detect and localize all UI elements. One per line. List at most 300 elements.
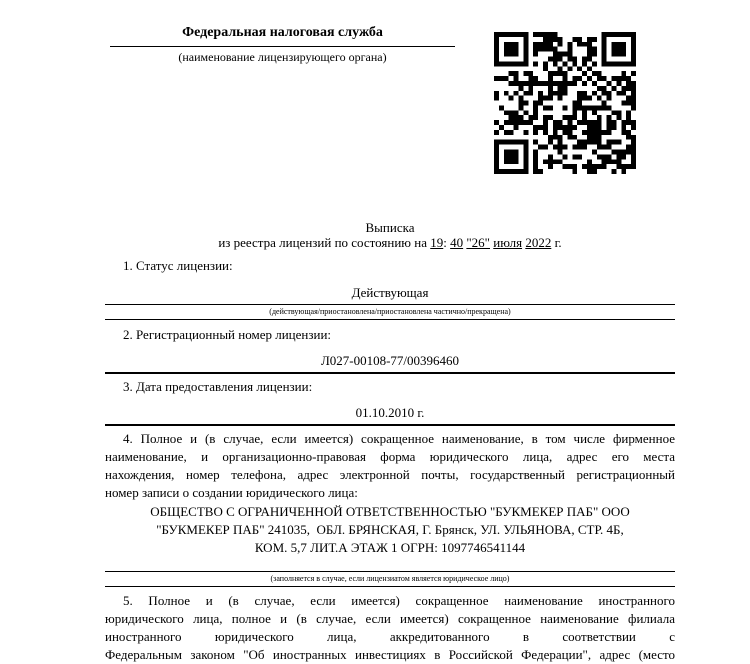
qr-module	[514, 52, 519, 57]
qr-module	[494, 164, 499, 169]
year-suffix: г.	[554, 235, 562, 250]
qr-module	[577, 101, 582, 106]
qr-module	[572, 105, 577, 110]
qr-module	[523, 120, 528, 125]
qr-module	[587, 42, 592, 47]
qr-module	[509, 96, 514, 101]
qr-module	[494, 130, 499, 135]
qr-module	[572, 164, 577, 169]
qr-module	[563, 105, 568, 110]
qr-module	[597, 135, 602, 140]
qr-module	[572, 61, 577, 66]
qr-module	[504, 150, 509, 155]
qr-module	[612, 159, 617, 164]
qr-module	[626, 150, 631, 155]
qr-module	[563, 52, 568, 57]
foreign-entity-label-line: Федеральным законом "Об иностранных инвестициях в Российской Федерации", адрес (место	[105, 647, 675, 662]
qr-module	[548, 37, 553, 42]
qr-module	[607, 91, 612, 96]
qr-module	[563, 81, 568, 86]
qr-module	[548, 42, 553, 47]
qr-module	[597, 130, 602, 135]
organization-caption: (наименование лицензирующего органа)	[178, 50, 387, 64]
qr-module	[504, 91, 509, 96]
qr-module	[577, 105, 582, 110]
qr-module	[543, 61, 548, 66]
qr-module	[582, 164, 587, 169]
qr-module	[518, 61, 523, 66]
qr-module	[582, 115, 587, 120]
qr-module	[592, 52, 597, 57]
qr-module	[626, 32, 631, 37]
time-separator: :	[443, 235, 447, 250]
qr-module	[592, 91, 597, 96]
qr-module	[523, 164, 528, 169]
qr-module	[602, 130, 607, 135]
qr-module	[631, 47, 636, 52]
qr-module	[592, 37, 597, 42]
qr-module	[494, 150, 499, 155]
org-name-label	[105, 430, 675, 502]
qr-module	[558, 140, 563, 145]
qr-module	[587, 47, 592, 52]
qr-module	[533, 47, 538, 52]
qr-module	[499, 169, 504, 174]
qr-module	[582, 42, 587, 47]
qr-module	[494, 76, 499, 81]
qr-module	[587, 135, 592, 140]
qr-module	[494, 169, 499, 174]
qr-module	[543, 32, 548, 37]
qr-module	[499, 76, 504, 81]
qr-module	[631, 105, 636, 110]
qr-module	[553, 91, 558, 96]
qr-module	[572, 169, 577, 174]
divider	[105, 586, 675, 587]
qr-module	[626, 110, 631, 115]
qr-module	[567, 66, 572, 71]
qr-module	[558, 135, 563, 140]
qr-module	[514, 140, 519, 145]
org-name-label-line: нахождения, номер телефона, адрес электронной почты, государственный регистрационный	[105, 467, 675, 482]
qr-module	[509, 115, 514, 120]
qr-module	[631, 86, 636, 91]
qr-module	[543, 115, 548, 120]
qr-module	[621, 101, 626, 106]
organization-name: Федеральная налоговая служба	[182, 25, 383, 40]
qr-module	[494, 52, 499, 57]
qr-module	[514, 169, 519, 174]
qr-module	[538, 101, 543, 106]
qr-module	[621, 91, 626, 96]
qr-module	[587, 159, 592, 164]
qr-module	[538, 47, 543, 52]
qr-module	[533, 154, 538, 159]
license-date-label: 3. Дата предоставления лицензии:	[123, 379, 313, 394]
qr-module	[567, 130, 572, 135]
qr-module	[548, 32, 553, 37]
qr-module	[543, 47, 548, 52]
qr-module	[533, 105, 538, 110]
qr-module	[616, 140, 621, 145]
qr-module	[592, 120, 597, 125]
extract-date-prefix: из реестра лицензий по состоянию на	[218, 235, 427, 250]
qr-module	[631, 81, 636, 86]
org-name-label-line: номер записи о создании юридического лица:	[105, 485, 358, 500]
qr-module	[494, 47, 499, 52]
extract-month: июля	[493, 235, 523, 250]
qr-module	[494, 37, 499, 42]
qr-module	[597, 96, 602, 101]
qr-module	[626, 115, 631, 120]
qr-module	[533, 42, 538, 47]
qr-module	[587, 169, 592, 174]
qr-module	[548, 76, 553, 81]
qr-module	[558, 150, 563, 155]
qr-module	[509, 159, 514, 164]
qr-module	[518, 120, 523, 125]
qr-module	[631, 42, 636, 47]
qr-module	[543, 96, 548, 101]
qr-module	[572, 101, 577, 106]
qr-module	[582, 120, 587, 125]
qr-module	[587, 66, 592, 71]
qr-module	[607, 140, 612, 145]
qr-module	[523, 47, 528, 52]
qr-module	[509, 42, 514, 47]
qr-module	[553, 135, 558, 140]
qr-module	[567, 81, 572, 86]
qr-module	[621, 154, 626, 159]
qr-module	[563, 61, 568, 66]
qr-module	[616, 32, 621, 37]
qr-module	[597, 140, 602, 145]
org-name-label-line: наименование, и организационно-правовая форма юридического лица, адрес его места	[105, 449, 675, 464]
qr-module	[518, 86, 523, 91]
qr-module	[626, 164, 631, 169]
qr-module	[612, 47, 617, 52]
qr-module	[553, 145, 558, 150]
qr-module	[616, 150, 621, 155]
qr-module	[572, 56, 577, 61]
qr-module	[523, 81, 528, 86]
qr-module	[597, 86, 602, 91]
qr-module	[612, 125, 617, 130]
qr-module	[616, 42, 621, 47]
qr-module	[533, 130, 538, 135]
qr-module	[631, 101, 636, 106]
qr-module	[616, 81, 621, 86]
qr-module	[523, 145, 528, 150]
qr-module	[582, 105, 587, 110]
qr-module	[631, 135, 636, 140]
foreign-entity-label-line: 5. Полное и (в случае, если имеется) сокращенное наименование иностранного	[123, 593, 675, 608]
qr-module	[499, 32, 504, 37]
qr-module	[602, 42, 607, 47]
qr-module	[587, 56, 592, 61]
qr-module	[494, 61, 499, 66]
qr-module	[509, 32, 514, 37]
qr-module	[533, 150, 538, 155]
qr-module	[592, 140, 597, 145]
qr-module	[631, 125, 636, 130]
qr-module	[538, 91, 543, 96]
qr-module	[504, 169, 509, 174]
qr-module	[602, 105, 607, 110]
qr-module	[616, 52, 621, 57]
qr-module	[533, 61, 538, 66]
qr-module	[548, 47, 553, 52]
qr-module	[563, 125, 568, 130]
qr-module	[504, 47, 509, 52]
qr-module	[533, 125, 538, 130]
qr-module	[602, 56, 607, 61]
license-date-value: 01.10.2010 г.	[355, 405, 425, 420]
qr-module	[572, 154, 577, 159]
qr-module	[543, 125, 548, 130]
qr-module	[518, 96, 523, 101]
qr-module	[563, 130, 568, 135]
qr-module	[494, 91, 499, 96]
qr-module	[621, 169, 626, 174]
qr-module	[612, 110, 617, 115]
qr-module	[597, 76, 602, 81]
qr-module	[616, 61, 621, 66]
qr-module	[523, 110, 528, 115]
foreign-entity-label	[105, 592, 675, 664]
qr-module	[499, 140, 504, 145]
qr-module	[621, 130, 626, 135]
qr-module	[543, 130, 548, 135]
qr-module	[509, 81, 514, 86]
qr-module	[543, 145, 548, 150]
qr-module	[621, 120, 626, 125]
qr-module	[518, 169, 523, 174]
qr-module	[587, 125, 592, 130]
qr-module	[533, 52, 538, 57]
qr-module	[582, 61, 587, 66]
qr-module	[621, 71, 626, 76]
qr-module	[494, 42, 499, 47]
qr-module	[553, 125, 558, 130]
qr-module	[499, 105, 504, 110]
qr-module	[597, 154, 602, 159]
qr-module	[538, 42, 543, 47]
org-name-value-line: КОМ. 5,7 ЛИТ.А ЭТАЖ 1 ОГРН: 1097746541144	[254, 540, 526, 555]
qr-module	[523, 32, 528, 37]
qr-module	[631, 120, 636, 125]
qr-module	[592, 81, 597, 86]
qr-module	[518, 32, 523, 37]
qr-module	[533, 101, 538, 106]
foreign-entity-label-line: юридического лица, полное и (в случае, если имеется) сокращенное наименование филиала	[105, 611, 675, 626]
qr-module	[572, 110, 577, 115]
qr-module	[528, 91, 533, 96]
qr-module	[523, 159, 528, 164]
status-underline	[105, 304, 675, 305]
qr-module	[528, 115, 533, 120]
qr-module	[587, 130, 592, 135]
qr-module	[563, 115, 568, 120]
qr-module	[577, 42, 582, 47]
qr-module	[626, 86, 631, 91]
qr-module	[504, 130, 509, 135]
qr-module	[631, 52, 636, 57]
qr-module	[626, 135, 631, 140]
qr-module	[567, 164, 572, 169]
qr-module	[626, 120, 631, 125]
organization-underline	[110, 46, 455, 47]
qr-module	[509, 52, 514, 57]
qr-module	[523, 150, 528, 155]
qr-module	[577, 154, 582, 159]
qr-module	[592, 125, 597, 130]
qr-module	[612, 140, 617, 145]
divider	[105, 319, 675, 320]
qr-module	[563, 71, 568, 76]
qr-module	[494, 32, 499, 37]
qr-module	[621, 125, 626, 130]
divider	[105, 372, 675, 374]
qr-module	[567, 135, 572, 140]
extract-minute: 40	[450, 235, 464, 250]
org-name-value-line: ОБЩЕСТВО С ОГРАНИЧЕННОЙ ОТВЕТСТВЕННОСТЬЮ "БУКМЕКЕР ПАБ" ООО	[150, 504, 630, 519]
qr-module	[631, 150, 636, 155]
qr-module	[602, 47, 607, 52]
qr-module	[538, 96, 543, 101]
qr-module	[607, 159, 612, 164]
qr-module	[558, 42, 563, 47]
qr-module	[567, 125, 572, 130]
qr-module	[597, 125, 602, 130]
qr-module	[626, 96, 631, 101]
qr-module	[563, 91, 568, 96]
qr-module	[621, 164, 626, 169]
document-title: Выписка	[365, 220, 415, 235]
qr-module	[494, 96, 499, 101]
qr-module	[631, 159, 636, 164]
qr-module	[612, 86, 617, 91]
qr-module	[538, 81, 543, 86]
qr-module	[616, 164, 621, 169]
qr-module	[538, 32, 543, 37]
qr-module	[631, 96, 636, 101]
qr-module	[518, 81, 523, 86]
qr-module	[528, 120, 533, 125]
qr-module	[523, 130, 528, 135]
qr-module	[602, 91, 607, 96]
qr-module	[577, 140, 582, 145]
qr-module	[572, 76, 577, 81]
status-value: Действующая	[351, 285, 429, 300]
qr-module	[577, 145, 582, 150]
qr-module	[523, 56, 528, 61]
qr-module	[523, 154, 528, 159]
qr-module	[514, 32, 519, 37]
qr-module	[607, 96, 612, 101]
qr-module	[572, 135, 577, 140]
qr-module	[607, 115, 612, 120]
qr-module	[509, 130, 514, 135]
qr-module	[558, 91, 563, 96]
qr-module	[616, 110, 621, 115]
qr-module	[612, 150, 617, 155]
qr-module	[563, 145, 568, 150]
qr-module	[587, 52, 592, 57]
qr-module	[548, 159, 553, 164]
qr-module	[509, 154, 514, 159]
qr-module	[504, 76, 509, 81]
qr-module	[602, 86, 607, 91]
qr-module	[587, 105, 592, 110]
qr-module	[518, 105, 523, 110]
qr-module	[494, 120, 499, 125]
qr-module	[538, 169, 543, 174]
qr-module	[509, 140, 514, 145]
qr-module	[523, 37, 528, 42]
qr-module	[558, 120, 563, 125]
qr-module	[553, 61, 558, 66]
qr-module	[548, 71, 553, 76]
qr-module	[572, 81, 577, 86]
qr-module	[553, 71, 558, 76]
qr-module	[548, 135, 553, 140]
qr-module	[597, 120, 602, 125]
qr-module	[553, 159, 558, 164]
qr-module	[499, 125, 504, 130]
qr-module	[582, 140, 587, 145]
qr-module	[494, 140, 499, 145]
qr-module	[607, 105, 612, 110]
qr-module	[543, 37, 548, 42]
qr-module	[523, 61, 528, 66]
qr-module	[607, 61, 612, 66]
qr-module	[548, 86, 553, 91]
qr-module	[543, 42, 548, 47]
qr-module	[587, 140, 592, 145]
org-name-value-line: "БУКМЕКЕР ПАБ" 241035, ОБЛ. БРЯНСКАЯ, Г. Брянск, УЛ. УЛЬЯНОВА, СТР. 4Б,	[156, 522, 624, 537]
qr-module	[494, 145, 499, 150]
qr-module	[602, 159, 607, 164]
status-caption: (действующая/приостановлена/приостановлена частично/прекращена)	[269, 307, 511, 316]
qr-module	[592, 169, 597, 174]
qr-module	[607, 130, 612, 135]
qr-module	[567, 115, 572, 120]
qr-module	[612, 120, 617, 125]
qr-module	[514, 154, 519, 159]
qr-module	[558, 37, 563, 42]
qr-module	[621, 32, 626, 37]
qr-module	[548, 115, 553, 120]
qr-module	[509, 61, 514, 66]
qr-module	[567, 47, 572, 52]
qr-module	[558, 96, 563, 101]
qr-module	[616, 154, 621, 159]
qr-module	[597, 145, 602, 150]
qr-module	[558, 145, 563, 150]
qr-module	[631, 32, 636, 37]
qr-module	[567, 56, 572, 61]
qr-module	[602, 52, 607, 57]
qr-module	[533, 81, 538, 86]
qr-module	[543, 81, 548, 86]
qr-module	[602, 76, 607, 81]
qr-module	[563, 154, 568, 159]
qr-module	[626, 61, 631, 66]
qr-module	[553, 130, 558, 135]
qr-module	[563, 164, 568, 169]
qr-module	[592, 130, 597, 135]
